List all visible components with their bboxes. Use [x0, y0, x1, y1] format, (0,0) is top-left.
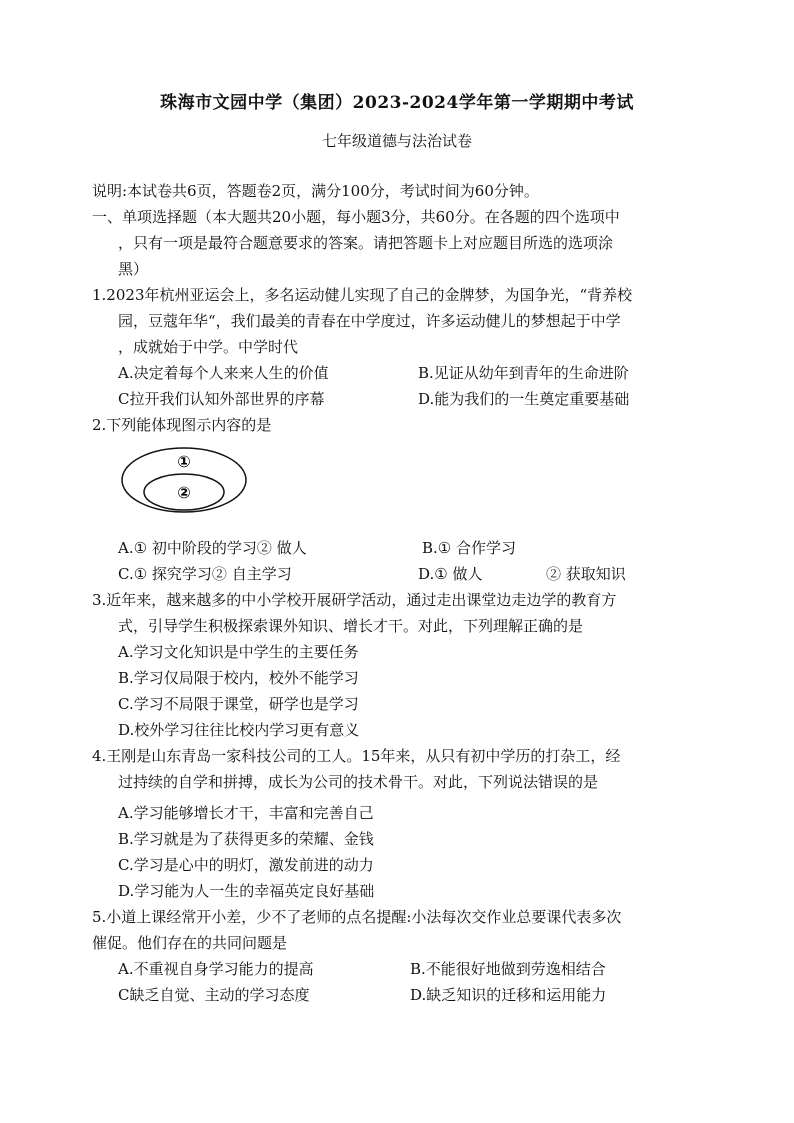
exam-note: 说明:本试卷共6页，答题卷2页，满分100分，考试时间为60分钟。 — [92, 182, 539, 200]
q3-option-b: B.学习仅局限于校内，校外不能学习 — [118, 669, 359, 687]
q5-option-d: D.缺乏知识的迁移和运用能力 — [410, 986, 607, 1004]
exam-subtitle: 七年级道德与法治试卷 — [321, 132, 472, 150]
q5-stem-line-1: 5.小道上课经常开小差，少不了老师的点名提醒:小法每次交作业总要课代表多次 — [92, 908, 622, 926]
q2-stem: 2.下列能体现图示内容的是 — [92, 416, 272, 434]
q1-stem-line-3: ，成就始于中学。中学时代 — [118, 338, 299, 356]
q5-stem-line-2: 催促。他们存在的共同问题是 — [92, 934, 288, 952]
q5-option-c: C缺乏自觉、主动的学习态度 — [118, 986, 310, 1004]
q2-option-c: C.① 探究学习② 自主学习 — [118, 565, 292, 583]
q1-option-b: B.见证从幼年到青年的生命进阶 — [418, 364, 629, 382]
q4-stem-line-2: 过持续的自学和拼搏，成长为公司的技术骨干。对此，下列说法错误的是 — [118, 773, 599, 791]
q2-option-b: B.① 合作学习 — [422, 539, 517, 557]
venn-diagram — [120, 445, 250, 515]
q3-stem-line-2: 式，引导学生积极探索课外知识、增长才干。对此，下列理解正确的是 — [118, 617, 584, 635]
section-heading-line-2: ，只有一项是最符合题意要求的答案。请把答题卡上对应题目所选的选项涂 — [118, 234, 614, 252]
q1-option-a: A.决定着每个人来来人生的价值 — [118, 364, 329, 382]
q5-option-a: A.不重视自身学习能力的提高 — [118, 960, 314, 978]
q3-option-a: A.学习文化知识是中学生的主要任务 — [118, 643, 359, 661]
q3-stem-line-1: 3.近年来，越来越多的中小学校开展研学活动，通过走出课堂边走边学的教育方 — [92, 591, 617, 609]
q1-option-d: D.能为我们的一生奠定重要基础 — [418, 390, 630, 408]
q3-option-c: C.学习不局限于课堂，研学也是学习 — [118, 695, 359, 713]
q4-option-b: B.学习就是为了获得更多的荣耀、金钱 — [118, 830, 374, 848]
q1-stem-line-1: 1.2023年杭州亚运会上，多名运动健儿实现了自己的金牌梦，为国争光，“背养校 — [92, 286, 633, 304]
q1-stem-line-2: 园，豆蔻年华“，我们最美的青春在中学度过，许多运动健儿的梦想起于中学 — [118, 312, 621, 330]
outer-label: ① — [177, 452, 191, 471]
q4-stem-line-1: 4.王刚是山东青岛一家科技公司的工人。15年来，从只有初中学历的打杂工，经 — [92, 747, 621, 765]
exam-title: 珠海市文园中学（集团）2023-2024学年第一学期期中考试 — [160, 93, 634, 113]
q4-option-d: D.学习能为人一生的幸福英定良好基础 — [118, 882, 375, 900]
q4-option-c: C.学习是心中的明灯，激发前进的动力 — [118, 856, 374, 874]
q4-option-a: A.学习能够增长才干，丰富和完善自己 — [118, 804, 374, 822]
q3-option-d: D.校外学习往往比校内学习更有意义 — [118, 721, 360, 739]
q5-option-b: B.不能很好地做到劳逸相结合 — [410, 960, 606, 978]
q1-option-c: C拉开我们认知外部世界的序幕 — [118, 390, 325, 408]
q2-option-d-part-1: D.① 做人 — [418, 565, 483, 583]
section-heading-line-3: 黑） — [118, 260, 149, 278]
q2-option-a: A.① 初中阶段的学习② 做人 — [118, 539, 307, 557]
q2-option-d-part-2: ② 获取知识 — [546, 565, 626, 583]
inner-label: ② — [177, 483, 191, 502]
section-heading-line-1: 一、单项选择题（本大题共20小题，每小题3分，共60分。在各题的四个选项中 — [92, 208, 620, 226]
